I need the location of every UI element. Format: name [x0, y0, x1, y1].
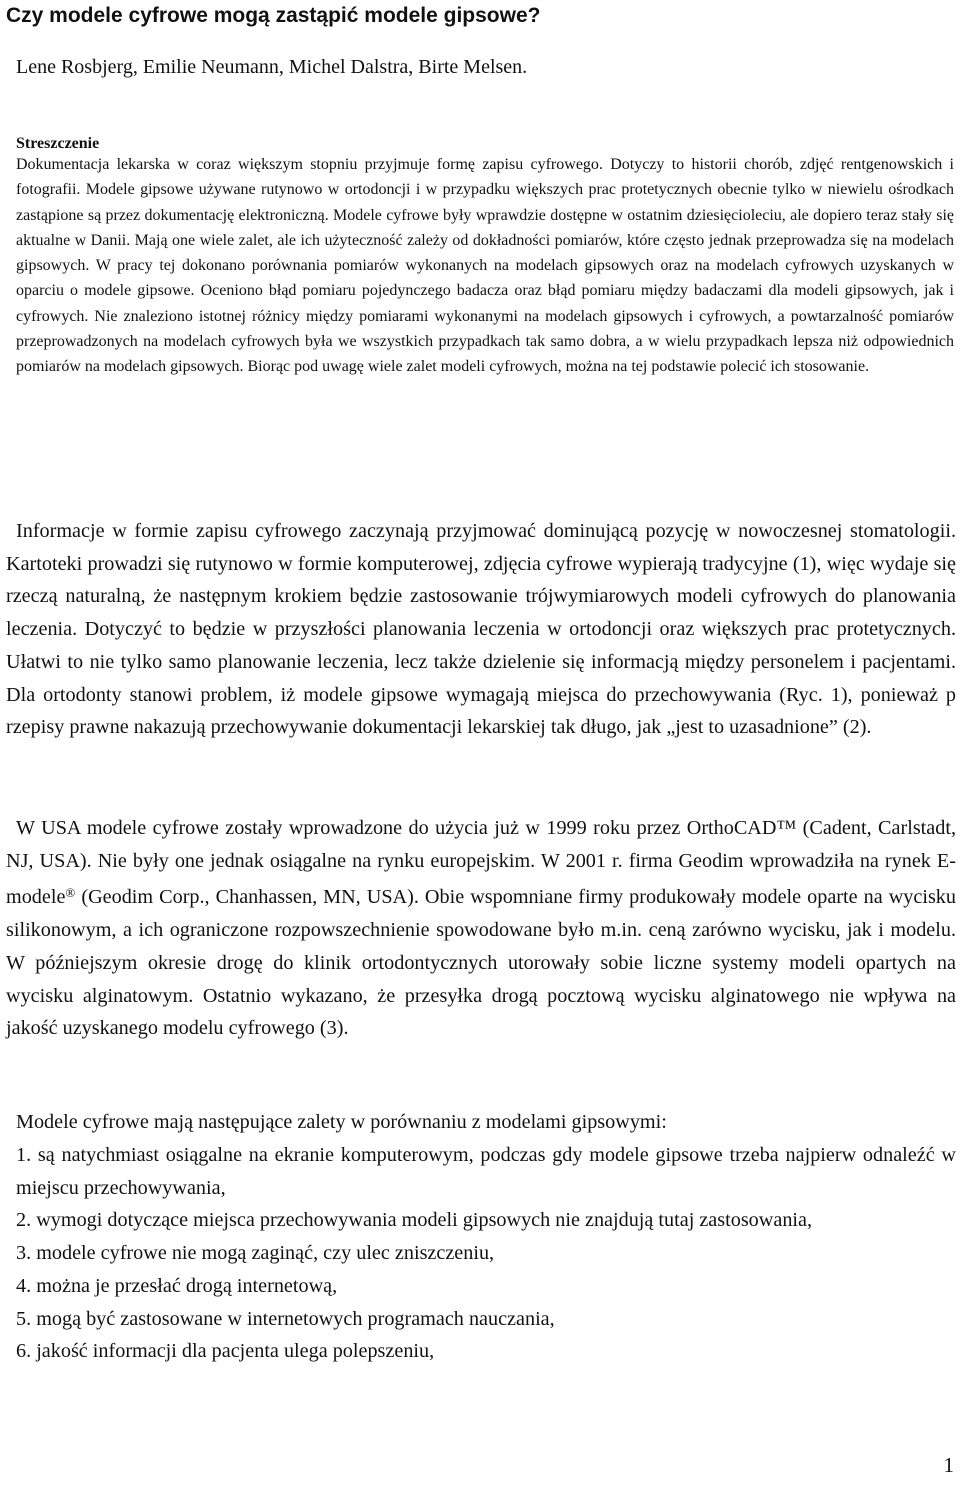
- abstract-text: Dokumentacja lekarska w coraz większym stopniu przyjmuje formę zapisu cyfrowego. Dotyczy to historii chorób, zdjęć rentgenowskich i fotografii. Modele gipsowe używane rutynowo w ortodoncji i w przypadku większych prac protetycznych obecnie tylko w niewielu ośrodkach zastąpione są przez dokumentację elektroniczną. Modele cyfrowe były wprawdzie dostępne w ostatnim dziesięcioleciu, ale dopiero teraz stały się aktualne w Danii. Mają one wiele zalet, ale ich użyteczność zależy od dokładności pomiarów, które często jednak przeprowadza się na modelach gipsowych. W pracy tej dokonano porównania pomiarów wykonanych na modelach gipsowych oraz na modelach cyfrowych uzyskanych w oparciu o modele gipsowe. Oceniono błąd pomiaru pojedynczego badacza oraz błąd pomiaru między badaczami dla modeli gipsowych, jak i cyfrowych. Nie znaleziono istotnej różnicy między pomiarami wykonanymi na modelach gipsowych i cyfrowych, a powtarzalność pomiarów przeprowadzonych na modelach cyfrowych była we wszystkich przypadkach tak samo dobra, a w wielu przypadkach lepsza niż odpowiednich pomiarów na modelach gipsowych. Biorąc pod uwagę wiele zalet modeli cyfrowych, można na tej podstawie polecić ich stosowanie.: [16, 156, 954, 376]
- list-item: 4. można je przesłać drogą internetową,: [16, 1274, 338, 1297]
- body-paragraph-1: Informacje w formie zapisu cyfrowego zaczynają przyjmować dominującą pozycję w nowoczesnej stomatologii. Kartoteki prowadzi się rutynowo w formie komputerowej, zdjęcia cyfrowe wypierają tradycyjne (1), więc wydaje się rzeczą naturalną, że następnym krokiem będzie zastosowanie trójwymiarowych modeli cyfrowych do planowania leczenia. Dotyczyć to będzie w przyszłości planowania leczenia w ortodoncji oraz większych prac protetycznych. Ułatwi to nie tylko samo planowanie leczenia, lecz także dzielenie się informacją między personelem i pacjentami. Dla ortodonty stanowi problem, iż modele gipsowe wymagają miejsca do przechowywania (Ryc. 1), ponieważ p rzepisy prawne nakazują przechowywanie dokumentacji lekarskiej tak długo, jak „jest to uzasadnione” (2).: [6, 520, 956, 739]
- registered-mark: ®: [65, 885, 76, 901]
- list-item: 3. modele cyfrowe nie mogą zaginąć, czy ulec zniszczeniu,: [16, 1242, 495, 1265]
- abstract-heading: Streszczenie: [16, 135, 100, 152]
- article-title: Czy modele cyfrowe mogą zastąpić modele gipsowe?: [6, 4, 541, 27]
- advantages-list: [16, 1139, 956, 1368]
- author-list: Lene Rosbjerg, Emilie Neumann, Michel Dalstra, Birte Melsen.: [16, 56, 528, 78]
- body-paragraph-2-part-2: (Geodim Corp., Chanhassen, MN, USA). Obie wspomniane firmy produkowały modele oparte na wycisku silikonowym, a ich ograniczone rozpowszechnienie spowodowane było m.in. ceną zarówno wycisku, jak i modelu. W późniejszym okresie drogę do klinik ortodontycznych utorowały sobie liczne systemy modeli opartych na wycisku alginatowym. Ostatnio wykazano, że przesyłka drogą pocztową wycisku alginatowego nie wpływa na jakość uzyskanego modelu cyfrowego (3).: [6, 886, 956, 1040]
- list-item: 5. mogą być zastosowane w internetowych programach nauczania,: [16, 1307, 555, 1330]
- list-item: 1. są natychmiast osiągalne na ekranie komputerowym, podczas gdy modele gipsowe trzeba najpierw odnaleźć w miejscu przechowywania,: [16, 1144, 956, 1199]
- body-paragraph-2: [6, 812, 956, 1045]
- list-item: 6. jakość informacji dla pacjenta ulega polepszeniu,: [16, 1340, 435, 1363]
- body-paragraph-2-part-1: W USA modele cyfrowe zostały wprowadzone do użycia już w 1999 roku przez OrthoCAD™ (Cadent, Carlstadt, NJ, USA). Nie były one jednak osiągalne na rynku europejskim. W 2001 r. firma Geodim wprowadziła na rynek E-modele: [6, 817, 956, 909]
- body-paragraph-3: Modele cyfrowe mają następujące zalety w porównaniu z modelami gipsowymi:: [16, 1111, 667, 1133]
- list-item: 2. wymogi dotyczące miejsca przechowywania modeli gipsowych nie znajdują tutaj zastosowania,: [16, 1209, 813, 1232]
- page-number: 1: [943, 1453, 954, 1477]
